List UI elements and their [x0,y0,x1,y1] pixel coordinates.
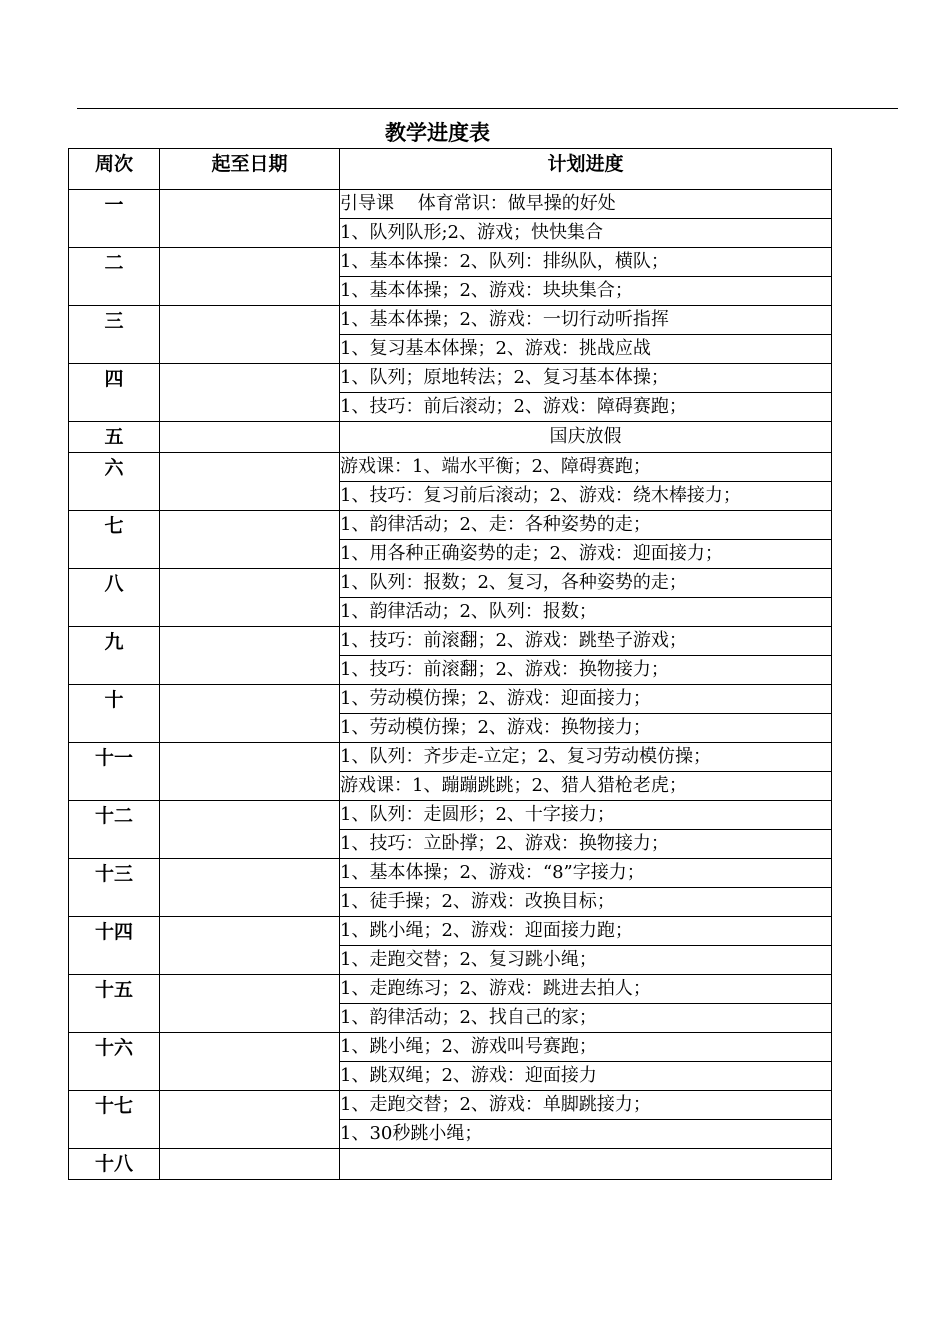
date-cell [160,190,340,248]
plan-cell: 1、走跑交替；2、复习跳小绳； [340,946,832,975]
week-cell: 二 [69,248,160,306]
week-cell: 三 [69,306,160,364]
plan-cell: 1、基本体操；2、游戏：块块集合； [340,277,832,306]
table-row [69,975,832,1004]
plan-cell: 1、技巧：前滚翻；2、游戏：跳垫子游戏； [340,627,832,656]
plan-cell: 1、队列：齐步走-立定；2、复习劳动模仿操； [340,743,832,772]
date-cell [160,364,340,422]
table-row [69,422,832,453]
week-cell: 十五 [69,975,160,1033]
week-cell: 十三 [69,859,160,917]
date-cell [160,453,340,511]
table-row [69,248,832,277]
table-row [69,1149,832,1180]
header-rule [77,108,898,109]
week-cell: 十四 [69,917,160,975]
plan-cell: 1、队列；原地转法；2、复习基本体操； [340,364,832,393]
date-cell [160,975,340,1033]
week-cell: 八 [69,569,160,627]
plan-cell: 游戏课：1、端水平衡；2、障碍赛跑； [340,453,832,482]
table-row [69,511,832,540]
plan-cell: 1、技巧：前后滚动；2、游戏：障碍赛跑； [340,393,832,422]
date-cell [160,248,340,306]
week-cell: 十八 [69,1149,160,1180]
plan-cell: 1、用各种正确姿势的走；2、游戏：迎面接力； [340,540,832,569]
plan-cell: 1、队列：走圆形；2、十字接力； [340,801,832,830]
date-cell [160,917,340,975]
date-cell [160,422,340,453]
date-cell [160,1091,340,1149]
table-row [69,306,832,335]
week-cell: 九 [69,627,160,685]
table-row [69,743,832,772]
plan-cell: 1、劳动模仿操；2、游戏：换物接力； [340,714,832,743]
table-row [69,190,832,219]
column-header-plan: 计划进度 [340,149,832,190]
table-row [69,627,832,656]
week-cell: 十二 [69,801,160,859]
table-row [69,364,832,393]
date-cell [160,685,340,743]
week-cell: 一 [69,190,160,248]
date-cell [160,511,340,569]
table-row [69,1091,832,1120]
plan-cell [340,1149,832,1180]
date-cell [160,627,340,685]
plan-cell: 1、基本体操；2、游戏：“8”字接力； [340,859,832,888]
plan-cell: 1、韵律活动；2、走：各种姿势的走； [340,511,832,540]
plan-cell: 1、韵律活动；2、找自己的家； [340,1004,832,1033]
plan-cell: 1、基本体操；2、游戏：一切行动听指挥 [340,306,832,335]
table-row [69,1033,832,1062]
table-row [69,685,832,714]
week-cell: 五 [69,422,160,453]
header-row [69,149,832,190]
plan-cell: 国庆放假 [340,422,832,453]
table-row [69,801,832,830]
table-row [69,569,832,598]
plan-cell: 1、徒手操；2、游戏：改换目标； [340,888,832,917]
plan-cell: 1、走跑练习；2、游戏：跳进去拍人； [340,975,832,1004]
date-cell [160,743,340,801]
plan-cell: 1、跳双绳；2、游戏：迎面接力 [340,1062,832,1091]
plan-cell: 1、队列：报数；2、复习，各种姿势的走； [340,569,832,598]
plan-cell: 1、跳小绳；2、游戏叫号赛跑； [340,1033,832,1062]
plan-cell: 游戏课：1、蹦蹦跳跳；2、猎人猎枪老虎； [340,772,832,801]
date-cell [160,859,340,917]
plan-cell: 1、基本体操：2、队列：排纵队，横队； [340,248,832,277]
week-cell: 十六 [69,1033,160,1091]
date-cell [160,1149,340,1180]
week-cell: 四 [69,364,160,422]
plan-cell: 引导课 体育常识：做早操的好处 [340,190,832,219]
plan-cell: 1、30秒跳小绳； [340,1120,832,1149]
date-cell [160,569,340,627]
column-header-week: 周次 [69,149,160,190]
table-row [69,453,832,482]
date-cell [160,1033,340,1091]
plan-cell: 1、韵律活动；2、队列：报数； [340,598,832,627]
table-row [69,917,832,946]
plan-cell: 1、技巧：复习前后滚动；2、游戏：绕木棒接力； [340,482,832,511]
week-cell: 十一 [69,743,160,801]
plan-cell: 1、技巧：立卧撑；2、游戏：换物接力； [340,830,832,859]
plan-cell: 1、走跑交替；2、游戏：单脚跳接力； [340,1091,832,1120]
week-cell: 七 [69,511,160,569]
plan-cell: 1、复习基本体操；2、游戏：挑战应战 [340,335,832,364]
plan-cell: 1、劳动模仿操；2、游戏：迎面接力； [340,685,832,714]
plan-cell: 1、跳小绳；2、游戏：迎面接力跑； [340,917,832,946]
schedule-table [68,148,832,1180]
date-cell [160,801,340,859]
plan-cell: 1、队列队形;2、游戏；快快集合 [340,219,832,248]
week-cell: 十七 [69,1091,160,1149]
date-cell [160,306,340,364]
week-cell: 六 [69,453,160,511]
page-title: 教学进度表 [385,121,490,145]
week-cell: 十 [69,685,160,743]
table-row [69,859,832,888]
plan-cell: 1、技巧：前滚翻；2、游戏：换物接力； [340,656,832,685]
column-header-dates: 起至日期 [160,149,340,190]
